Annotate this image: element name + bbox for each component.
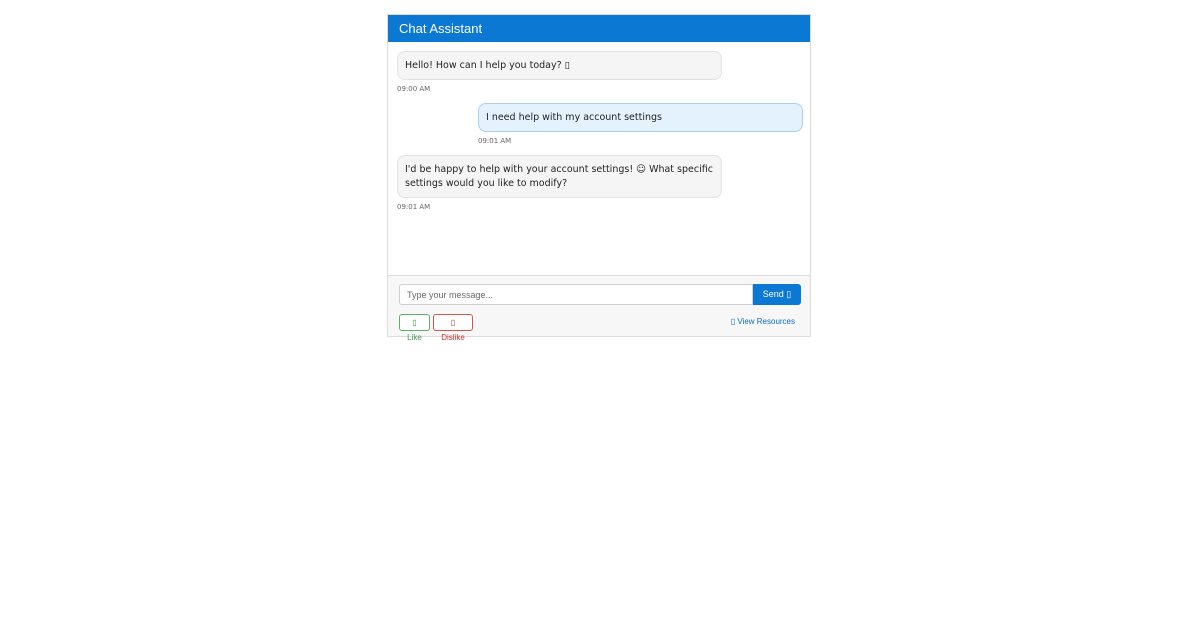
message-timestamp: 09:01 AM	[478, 137, 512, 145]
chat-header	[388, 15, 810, 42]
like-button[interactable]	[399, 314, 430, 342]
composer	[399, 284, 801, 305]
like-label: Like	[407, 333, 422, 342]
book-icon: ▯	[730, 317, 736, 326]
message-input[interactable]	[399, 284, 753, 305]
user-message: I need help with my account settings	[478, 103, 803, 132]
view-resources-link[interactable]	[731, 317, 795, 326]
chat-window	[387, 14, 811, 342]
dislike-label: Dislike	[441, 333, 465, 342]
assistant-message: Hello! How can I help you today? ▯	[397, 51, 722, 80]
thumbs-up-icon: ▯	[412, 318, 417, 327]
chat-title: Chat Assistant	[399, 21, 483, 36]
send-label: Send	[762, 289, 784, 299]
send-icon: ▯	[786, 289, 792, 299]
thumbs-down-icon: ▯	[450, 318, 456, 327]
dislike-button[interactable]	[433, 314, 473, 342]
message-timestamp: 09:00 AM	[397, 85, 431, 93]
message-list	[388, 42, 810, 276]
view-resources-label: View Resources	[737, 317, 795, 326]
assistant-message: I'd be happy to help with your account settings! ☺ What specific settings would you like to modify?	[397, 155, 722, 198]
chat-footer	[388, 276, 810, 342]
message-timestamp: 09:01 AM	[397, 203, 431, 211]
send-button[interactable]	[753, 284, 801, 305]
